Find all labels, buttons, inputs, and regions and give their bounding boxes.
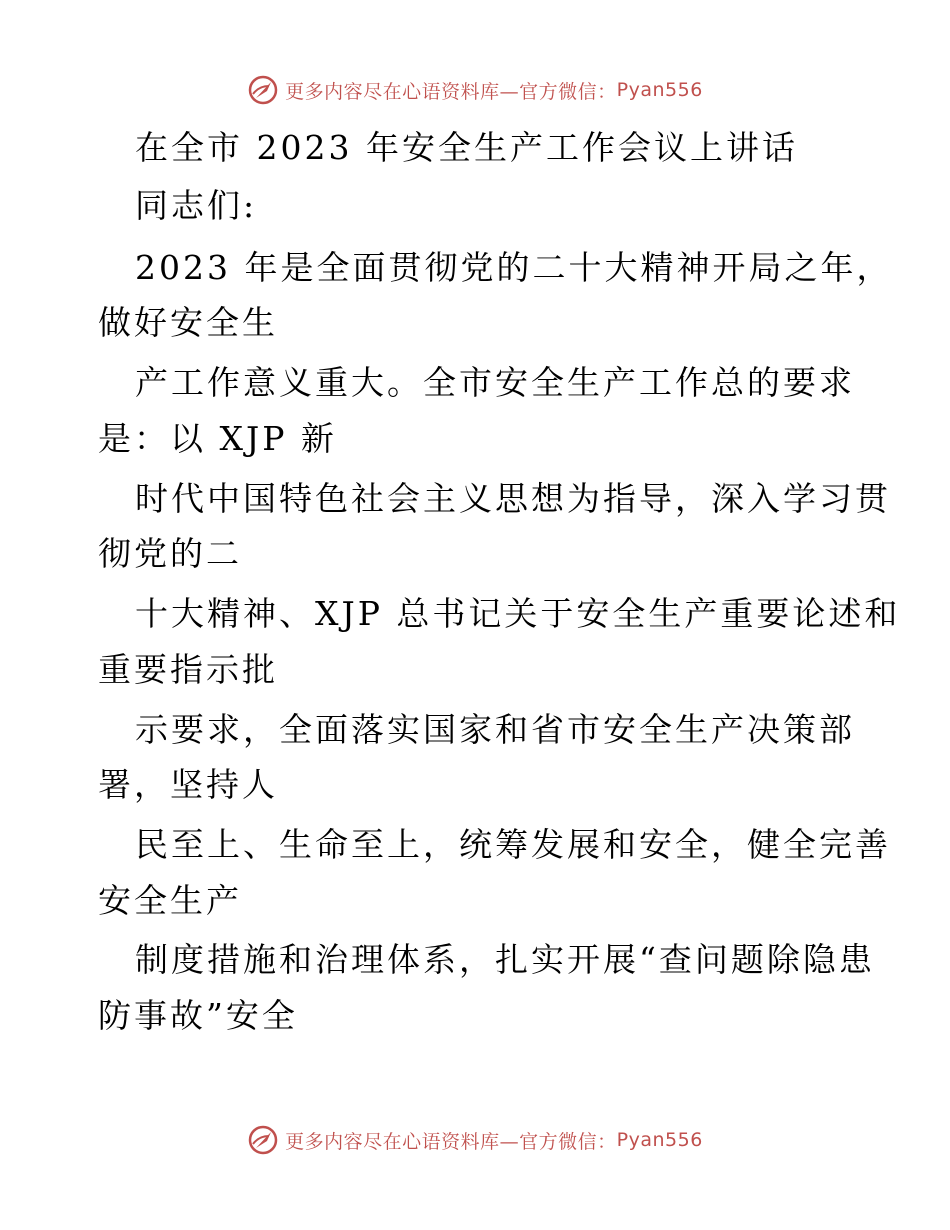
header-watermark-text: 更多内容尽在心语资料库—官方微信： xyxy=(285,80,617,103)
body-line: 彻党的二 xyxy=(98,534,242,573)
salutation-line: 同志们: xyxy=(135,186,258,225)
quill-pen-logo-icon xyxy=(247,74,279,106)
document-title: 在全市 2023 年安全生产工作会议上讲话 xyxy=(135,128,798,167)
body-line: 做好安全生 xyxy=(98,303,278,342)
body-line: 制度措施和治理体系，扎实开展“查问题除隐患 xyxy=(135,940,875,979)
body-line: 民至上、生命至上，统筹发展和安全，健全完善 xyxy=(135,825,891,864)
footer-watermark-handle: Pyan556 xyxy=(616,1129,703,1151)
body-line: 重要指示批 xyxy=(98,650,278,689)
body-line: 防事故”安全 xyxy=(98,996,298,1035)
body-line: 示要求，全面落实国家和省市安全生产决策部 xyxy=(135,710,855,749)
footer-watermark-text: 更多内容尽在心语资料库—官方微信： xyxy=(285,1130,617,1153)
body-line: 十大精神、XJP 总书记关于安全生产重要论述和 xyxy=(135,594,901,633)
body-line: 时代中国特色社会主义思想为指导，深入学习贯 xyxy=(135,479,891,518)
body-line: 署，坚持人 xyxy=(98,765,278,804)
body-line: 2023 年是全面贯彻党的二十大精神开局之年， xyxy=(135,248,893,287)
footer-watermark-banner xyxy=(0,1120,950,1160)
body-line: 安全生产 xyxy=(98,881,242,920)
body-line: 是：以 XJP 新 xyxy=(98,419,337,458)
quill-pen-logo-icon xyxy=(247,1124,279,1156)
header-watermark-banner xyxy=(0,70,950,110)
body-line: 产工作意义重大。全市安全生产工作总的要求 xyxy=(135,363,855,402)
header-watermark-handle: Pyan556 xyxy=(616,79,703,101)
